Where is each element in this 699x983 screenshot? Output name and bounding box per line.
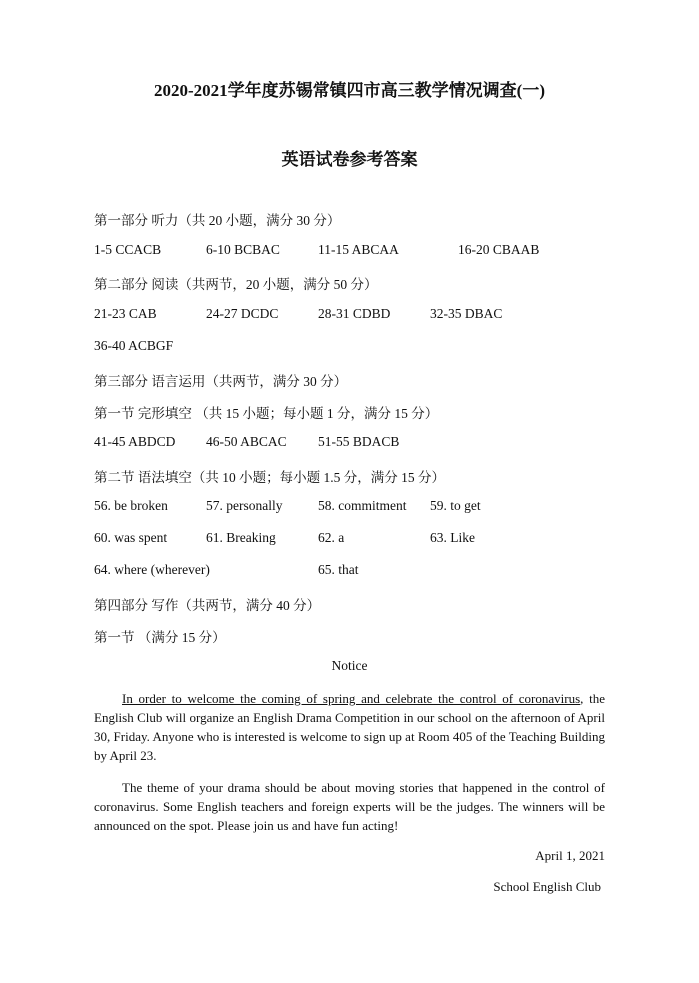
answer-group: 51-55 BDACB <box>318 434 400 449</box>
document-title: 2020-2021学年度苏锡常镇四市高三教学情况调查(一) <box>154 81 545 100</box>
answer-group: 24-27 DCDC <box>206 306 279 321</box>
paragraph-text: , the English Club will organize an English Drama Competition in our school on the afternoon of April 30, Friday. Anyone who is interested is welcome to sign up at Room 405 of the Teaching Building by April 23. <box>94 691 605 763</box>
part3-section1-heading: 第一节 完形填空 （共 15 小题；每小题 1 分，满分 15 分） <box>94 406 439 421</box>
part2-heading: 第二部分 阅读（共两节，20 小题，满分 50 分） <box>94 277 378 292</box>
part3-section2-heading: 第二节 语法填空（共 10 小题；每小题 1.5 分，满分 15 分） <box>94 470 445 485</box>
answer-group: 28-31 CDBD <box>318 306 391 321</box>
underlined-phrase: In order to welcome the coming of spring and celebrate the control of coronavirus <box>122 691 581 706</box>
answer-group: 41-45 ABDCD <box>94 434 176 449</box>
answer-item: 62. a <box>318 530 345 545</box>
notice-paragraph-1 <box>94 689 605 765</box>
answer-group: 46-50 ABCAC <box>206 434 287 449</box>
notice-title: Notice <box>331 658 368 673</box>
answer-group: 32-35 DBAC <box>430 306 503 321</box>
answer-item: 60. was spent <box>94 530 168 545</box>
answer-group: 16-20 CBAAB <box>458 242 540 257</box>
answer-group: 21-23 CAB <box>94 306 157 321</box>
document-subtitle: 英语试卷参考答案 <box>281 150 418 169</box>
answer-item: 61. Breaking <box>206 530 276 545</box>
answer-group: 11-15 ABCAA <box>318 242 399 257</box>
part4-section1-heading: 第一节 （满分 15 分） <box>94 630 226 645</box>
answer-group: 6-10 BCBAC <box>206 242 280 257</box>
part3-heading: 第三部分 语言运用（共两节，满分 30 分） <box>94 374 348 389</box>
answer-item: 59. to get <box>430 498 481 513</box>
answer-item: 58. commitment <box>318 498 407 513</box>
answer-item: 63. Like <box>430 530 475 545</box>
answer-item: 57. personally <box>206 498 283 513</box>
answer-item: 64. where (wherever) <box>94 562 210 577</box>
notice-date: April 1, 2021 <box>535 848 605 863</box>
part4-heading: 第四部分 写作（共两节，满分 40 分） <box>94 598 321 613</box>
answer-group: 1-5 CCACB <box>94 242 162 257</box>
notice-paragraph-2: The theme of your drama should be about moving stories that happened in the control of coronavirus. Some English teachers and foreign experts will be the judges. The winners will be announced on the spot. Please join us and have fun acting! <box>94 780 605 833</box>
part1-heading: 第一部分 听力（共 20 小题，满分 30 分） <box>94 213 341 228</box>
notice-signature: School English Club <box>493 879 601 894</box>
answer-item: 56. be broken <box>94 498 168 513</box>
answer-group: 36-40 ACBGF <box>94 338 174 353</box>
answer-item: 65. that <box>318 562 359 577</box>
